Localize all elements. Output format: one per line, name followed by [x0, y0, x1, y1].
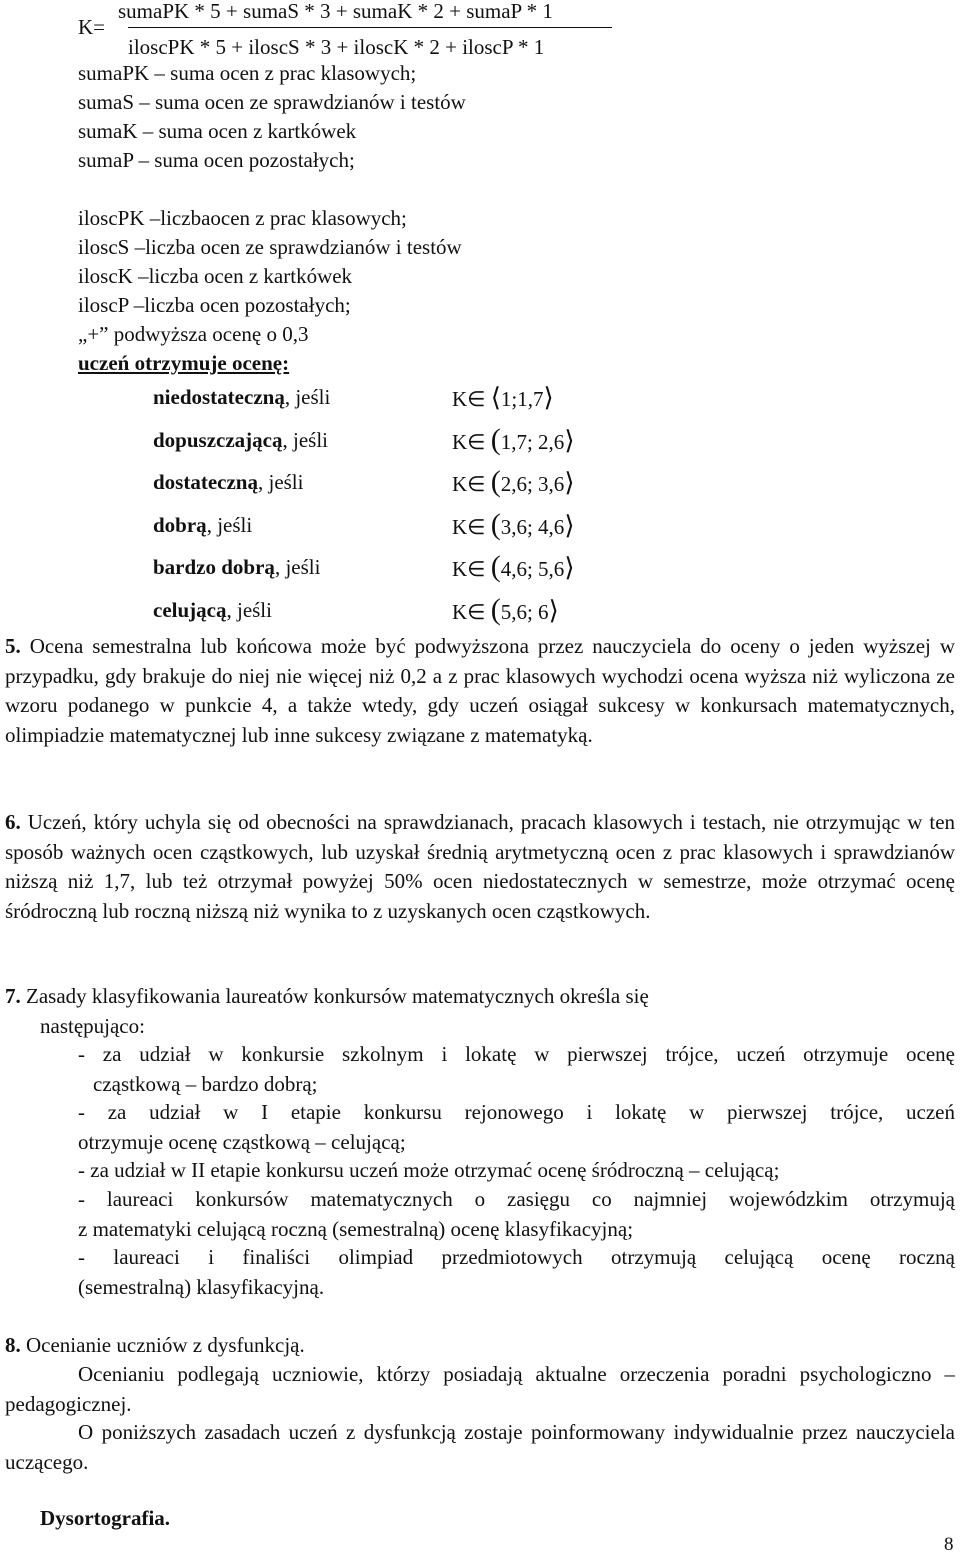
- grade-cond: , jeśli: [284, 385, 331, 409]
- formula-lhs: K=: [78, 15, 106, 39]
- close-bracket: ⟩: [564, 511, 575, 540]
- paragraph-8-para1: Ocenianiu podlegają uczniowie, którzy posiadają aktualne orzeczenia poradni psychologiczno – pedagogicznej.: [5, 1362, 955, 1416]
- list-item: - za udział w II etapie konkursu uczeń może otrzymać ocenę śródroczną – celującą;: [78, 1158, 780, 1182]
- grade-row: [153, 596, 272, 626]
- range-value: 1;1,7: [500, 387, 544, 411]
- list-item-line: (semestralną) klasyfikacyjną.: [78, 1274, 325, 1299]
- close-bracket: ⟩: [543, 383, 554, 412]
- grade-row: [153, 553, 320, 583]
- paragraph-number: 8.: [5, 1333, 21, 1357]
- grade-row: [153, 383, 330, 413]
- def-sumaP: sumaP – suma ocen pozostałych;: [78, 148, 355, 172]
- open-bracket: ⟨: [490, 383, 501, 412]
- grade-range: [452, 423, 575, 458]
- list-item-line: - laureaci i finaliści olimpiad przedmiotowych otrzymują celującą ocenę roczną: [78, 1245, 955, 1269]
- def-iloscP: iloscP –liczba ocen pozostałych;: [78, 293, 351, 317]
- grades-heading: uczeń otrzymuje ocenę:: [78, 351, 290, 375]
- list-item-line: - laureaci konkursów matematycznych o zasięgu co najmniej wojewódzkim otrzymują: [78, 1187, 955, 1211]
- list-item-line: cząstkową – bardzo dobrą;: [93, 1071, 318, 1096]
- grade-cond: , jeśli: [274, 555, 321, 579]
- grade-name: celującą: [153, 598, 227, 622]
- list-item-line: z matematyki celującą roczną (semestralną) ocenę klasyfikacyjną;: [78, 1216, 634, 1241]
- k-symbol: K∈: [452, 387, 486, 411]
- paragraph-7-intro: [5, 982, 649, 1012]
- paragraph-5: [5, 632, 955, 750]
- open-bracket: (: [490, 593, 501, 626]
- k-symbol: K∈: [452, 557, 486, 581]
- list-item: [78, 1040, 955, 1099]
- grade-row: [153, 426, 328, 456]
- grade-name: dopuszczającą: [153, 428, 283, 452]
- close-bracket: ⟩: [564, 468, 575, 497]
- grade-cond: , jeśli: [226, 598, 272, 622]
- def-sumaS: sumaS – suma ocen ze sprawdzianów i testów: [78, 90, 466, 114]
- grade-name: niedostateczną: [153, 385, 285, 409]
- k-symbol: K∈: [452, 600, 486, 624]
- open-bracket: (: [490, 423, 501, 456]
- list-item: [78, 1185, 955, 1244]
- paragraph-number: 5.: [5, 634, 21, 658]
- def-iloscPK: iloscPK –liczbaocen z prac klasowych;: [78, 206, 407, 230]
- paragraph-text: Zasady klasyfikowania laureatów konkursów matematycznych określa się: [26, 984, 649, 1008]
- grade-name: bardzo dobrą: [153, 555, 275, 579]
- grade-name: dobrą: [153, 513, 207, 537]
- grade-name: dostateczną: [153, 470, 258, 494]
- grade-range: [452, 593, 559, 628]
- grade-range: [452, 550, 575, 585]
- k-symbol: K∈: [452, 430, 486, 454]
- def-sumaK: sumaK – suma ocen z kartkówek: [78, 119, 357, 143]
- paragraph-7-intro-cont: następująco:: [40, 1014, 145, 1038]
- paragraph-text: Uczeń, który uchyla się od obecności na sprawdzianach, pracach klasowych i testach, nie otrzymując w ten sposób ważnych ocen cząstkowych, lub uzyskał średnią arytmetyczną ocen z prac klasowych i sprawdzianów niższą niż 1,7, lub też otrzymał powyżej 50% ocen niedostatecznych w semestrze, może otrzymać ocenę śródroczną lub roczną niższą niż wynika to z uzyskanych ocen cząstkowych.: [5, 810, 956, 923]
- def-sumaPK: sumaPK – suma ocen z prac klasowych;: [78, 61, 417, 85]
- page-number: 8: [944, 1534, 954, 1555]
- grade-cond: , jeśli: [206, 513, 253, 537]
- list-item-line: - za udział w I etapie konkursu rejonowego i lokatę w pierwszej trójce, uczeń: [78, 1100, 955, 1124]
- range-value: 5,6; 6: [500, 600, 549, 624]
- open-bracket: (: [490, 550, 501, 583]
- paragraph-8-title: [5, 1331, 305, 1361]
- formula-denominator: iloscPK * 5 + iloscS * 3 + iloscK * 2 + iloscP * 1: [128, 35, 545, 59]
- k-symbol: K∈: [452, 515, 486, 539]
- def-iloscK: iloscK –liczba ocen z kartkówek: [78, 264, 353, 288]
- grade-cond: , jeśli: [257, 470, 304, 494]
- paragraph-text: Ocena semestralna lub końcowa może być podwyższona przez nauczyciela do oceny o jeden wyższej w przypadku, gdy brakuje do niej nie więcej niż 0,2 a z prac klasowych wychodzi ocena wyższa niż wyliczona ze wzoru podanego w punkcie 4, a także wtedy, gdy uczeń osiągał sukcesy w konkursach matematycznych, olimpiadzie matematycznej lub inne sukcesy związane z matematyką.: [5, 634, 955, 747]
- grade-row: [153, 511, 252, 541]
- paragraph-number: 6.: [5, 810, 21, 834]
- grade-range: [452, 383, 554, 415]
- section-heading: Dysortografia.: [40, 1506, 171, 1530]
- def-iloscS: iloscS –liczba ocen ze sprawdzianów i testów: [78, 235, 462, 259]
- paragraph-8-para2: O poniższych zasadach uczeń z dysfunkcją zostaje poinformowany indywidualnie przez nauczyciela uczącego.: [5, 1420, 955, 1474]
- range-value: 1,7; 2,6: [500, 430, 565, 454]
- def-plus: „+” podwyższa ocenę o 0,3: [78, 322, 309, 346]
- formula-numerator: sumaPK * 5 + sumaS * 3 + sumaK * 2 + sumaP * 1: [118, 0, 553, 23]
- close-bracket: ⟩: [548, 596, 559, 625]
- list-item-line: - za udział w konkursie szkolnym i lokatę w pierwszej trójce, uczeń otrzymuje ocenę: [78, 1042, 955, 1066]
- close-bracket: ⟩: [564, 426, 575, 455]
- list-item: [78, 1098, 955, 1157]
- paragraph-6: [5, 808, 955, 926]
- range-value: 3,6; 4,6: [500, 515, 565, 539]
- open-bracket: (: [490, 508, 501, 541]
- grade-row: [153, 468, 303, 498]
- fraction-bar: [128, 27, 612, 28]
- list-item-line: otrzymuje ocenę cząstkową – celującą;: [78, 1129, 406, 1154]
- grade-cond: , jeśli: [282, 428, 328, 452]
- range-value: 4,6; 5,6: [500, 557, 565, 581]
- open-bracket: (: [490, 465, 501, 498]
- grade-range: [452, 508, 575, 543]
- paragraph-text: Ocenianie uczniów z dysfunkcją.: [26, 1333, 305, 1357]
- list-item: [78, 1243, 955, 1302]
- range-value: 2,6; 3,6: [500, 472, 565, 496]
- grade-range: [452, 465, 575, 500]
- paragraph-number: 7.: [5, 984, 21, 1008]
- k-symbol: K∈: [452, 472, 486, 496]
- close-bracket: ⟩: [564, 553, 575, 582]
